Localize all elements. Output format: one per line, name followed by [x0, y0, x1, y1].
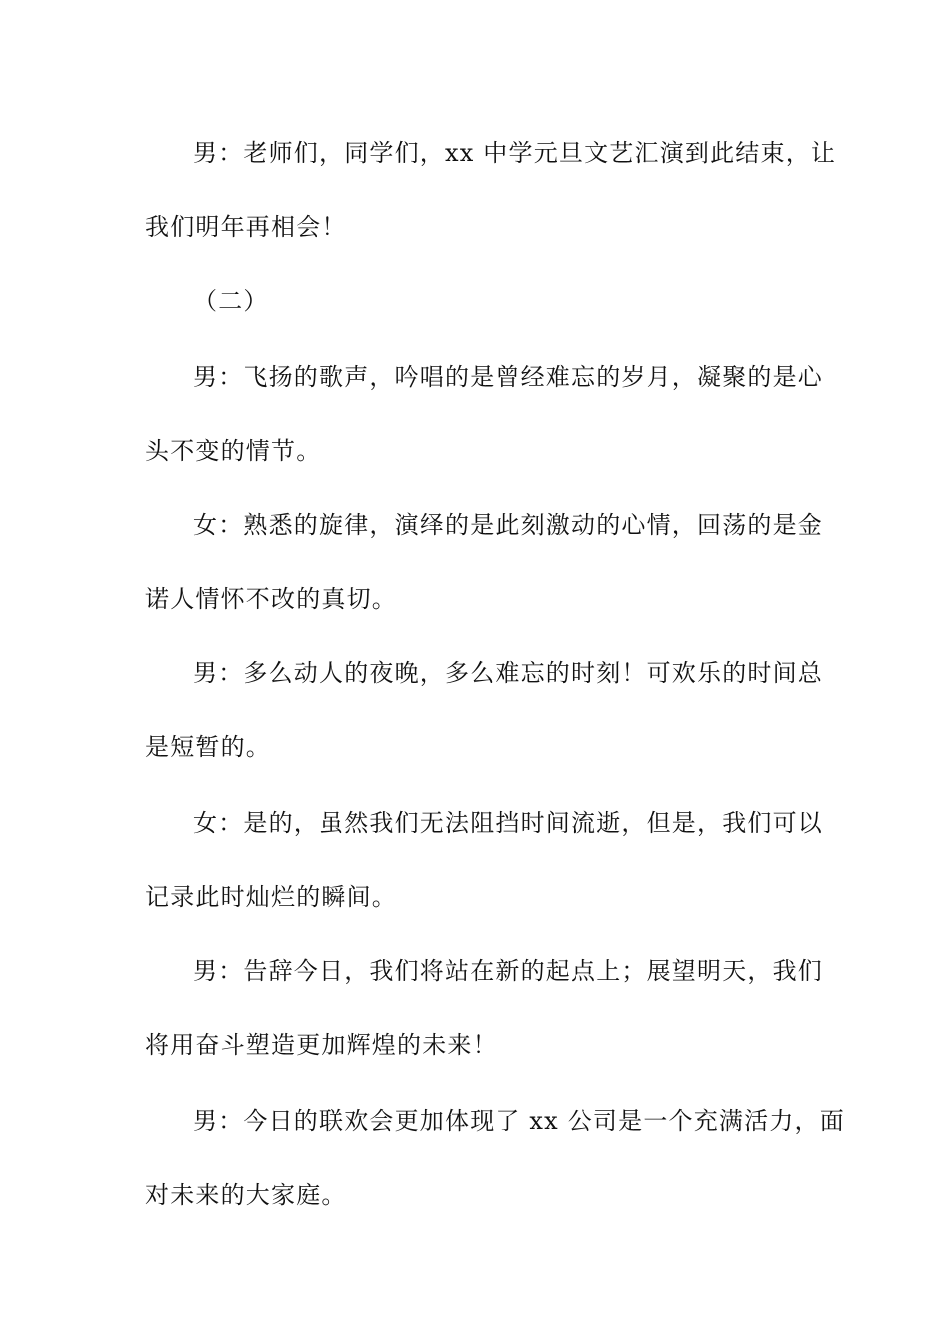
paragraph-8-line-1: 男：今日的联欢会更加体现了 xx 公司是一个充满活力，面 [193, 1107, 845, 1135]
paragraph-6-line-1: 女：是的，虽然我们无法阻挡时间流逝，但是，我们可以 [193, 809, 823, 837]
paragraph-3-line-1: 男：飞扬的歌声，吟唱的是曾经难忘的岁月，凝聚的是心 [193, 363, 823, 391]
paragraph-7-line-1: 男：告辞今日，我们将站在新的起点上；展望明天，我们 [193, 957, 823, 985]
paragraph-8-line-2: 对未来的大家庭。 [145, 1181, 347, 1209]
paragraph-5-line-2: 是短暂的。 [145, 733, 271, 761]
paragraph-6-line-2: 记录此时灿烂的瞬间。 [145, 883, 397, 911]
paragraph-5-line-1: 男：多么动人的夜晚，多么难忘的时刻！可欢乐的时间总 [193, 659, 823, 687]
paragraph-1-line-2: 我们明年再相会！ [145, 213, 347, 241]
paragraph-3-line-2: 头不变的情节。 [145, 437, 322, 465]
paragraph-1-line-1: 男：老师们，同学们，xx 中学元旦文艺汇演到此结束，让 [193, 139, 837, 167]
paragraph-4-line-2: 诺人情怀不改的真切。 [145, 585, 397, 613]
paragraph-7-line-2: 将用奋斗塑造更加辉煌的未来！ [145, 1031, 498, 1059]
section-heading: （二） [193, 287, 269, 315]
paragraph-4-line-1: 女：熟悉的旋律，演绎的是此刻激动的心情，回荡的是金 [193, 511, 823, 539]
